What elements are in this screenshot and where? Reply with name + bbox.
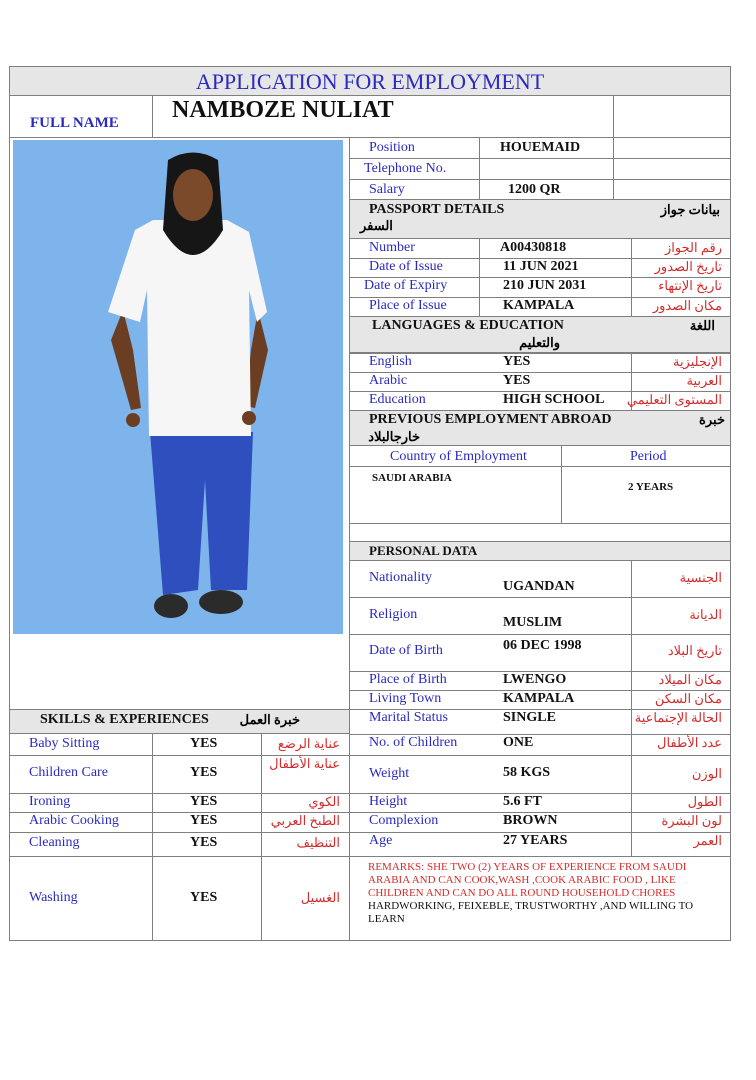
personal-row-label: Date of Birth: [369, 643, 443, 658]
passport-row-label: Place of Issue: [369, 298, 447, 313]
period-value: 2 YEARS: [628, 481, 674, 493]
previous-heading-ar-1: خبرة: [699, 412, 725, 427]
passport-row-label: Date of Issue: [369, 259, 443, 274]
languages-heading-ar-2: والتعليم: [519, 335, 560, 350]
skill-row-label: Children Care: [29, 765, 108, 780]
language-row-arabic: المستوى التعليمي: [626, 392, 722, 407]
skill-row-label: Arabic Cooking: [29, 813, 119, 828]
skill-row-label: Washing: [29, 889, 78, 905]
skill-row-arabic: الكوي: [308, 793, 340, 809]
language-row-arabic: العربية: [686, 373, 722, 388]
passport-heading-ar-1: بيانات جواز: [660, 202, 720, 217]
personal-row-arabic: الديانة: [689, 607, 722, 622]
row-divider: [349, 634, 731, 635]
languages-heading: LANGUAGES & EDUCATION: [372, 318, 564, 333]
col-divider: [479, 277, 480, 297]
personal-row-arabic: الوزن: [691, 766, 722, 781]
full-name-label: FULL NAME: [30, 115, 119, 131]
personal-heading: PERSONAL DATA: [369, 543, 478, 558]
passport-row-value: 210 JUN 2031: [503, 278, 587, 293]
applicant-photo: [13, 140, 343, 634]
passport-row-value: KAMPALA: [503, 298, 575, 313]
personal-row-arabic: العمر: [693, 833, 722, 848]
personal-row-label: Height: [369, 794, 408, 809]
personal-row-value: 27 YEARS: [503, 833, 568, 848]
skills-heading-ar: خبرة العمل: [239, 712, 300, 727]
previous-heading: PREVIOUS EMPLOYMENT ABROAD: [369, 412, 612, 427]
personal-row-label: Age: [369, 833, 393, 848]
skill-row-label: Cleaning: [29, 835, 80, 850]
language-row-value: YES: [503, 354, 531, 369]
language-row-value: HIGH SCHOOL: [503, 392, 605, 407]
row-divider: [349, 755, 731, 756]
personal-row-label: Complexion: [369, 813, 439, 828]
passport-heading: PASSPORT DETAILS: [369, 202, 505, 217]
passport-row-value: 11 JUN 2021: [503, 259, 579, 274]
personal-row-arabic: الطول: [687, 794, 722, 809]
language-row-label: English: [369, 354, 412, 369]
skill-row-label: Ironing: [29, 793, 71, 809]
full-name-value: NAMBOZE NULIAT: [172, 97, 394, 123]
row-divider: [349, 597, 731, 598]
row-divider: [9, 832, 350, 833]
passport-row-arabic: تاريخ الصدور: [654, 259, 722, 274]
personal-row-arabic: مكان الميلاد: [658, 672, 722, 687]
personal-row-arabic: الحالة الإجتماعية: [634, 710, 722, 725]
personal-row-value: UGANDAN: [503, 579, 575, 594]
row-divider: [9, 856, 350, 857]
skill-row-arabic: عناية الأطفال: [269, 756, 340, 771]
remarks-block: [368, 861, 718, 926]
passport-row-arabic: مكان الصدور: [652, 298, 722, 313]
languages-heading-ar-1: اللغة: [689, 318, 715, 333]
skill-row-value: YES: [190, 835, 218, 850]
personal-row-label: Weight: [369, 766, 410, 781]
skill-row-value: YES: [190, 813, 218, 828]
passport-row-arabic: رقم الجواز: [665, 240, 722, 255]
salary-value: 1200 QR: [508, 182, 561, 197]
personal-row-label: Living Town: [369, 691, 442, 706]
col-divider: [479, 239, 480, 258]
skill-row-value: YES: [190, 793, 218, 809]
personal-row-value: MUSLIM: [503, 615, 563, 630]
personal-row-label: Marital Status: [369, 710, 448, 725]
remarks-black-text: HARDWORKING, FEIXEBLE, TRUSTWORTHY ,AND WILLING TO LEARN: [368, 900, 694, 925]
personal-row-arabic: مكان السكن: [654, 691, 722, 706]
personal-row-arabic: لون البشرة: [661, 813, 722, 828]
personal-row-arabic: عدد الأطفال: [657, 735, 722, 750]
remarks-red-text: SHE TWO (2) YEARS OF EXPERIENCE FROM SAUDI ARABIA AND CAN COOK,WASH ,COOK ARABIC FOOD , LIKE CHILDREN AND CAN DO ALL ROUND HOUSEHOLD CHORES: [368, 861, 687, 899]
personal-row-arabic: تاريخ البلاد: [667, 643, 722, 658]
position-value: HOUEMAID: [500, 140, 581, 155]
personal-row-value: 06 DEC 1998: [503, 638, 582, 653]
personal-row-label: Religion: [369, 607, 418, 622]
previous-heading-ar-2: خارجالبلاد: [368, 429, 420, 444]
salary-label: Salary: [369, 182, 405, 197]
country-of-employment-label: Country of Employment: [390, 449, 527, 464]
person-figure-icon: [13, 140, 343, 634]
period-label: Period: [630, 449, 667, 464]
language-row-label: Arabic: [369, 373, 408, 388]
position-label: Position: [369, 140, 415, 155]
remarks-label: REMARKS:: [368, 861, 425, 873]
personal-row-label: Place of Birth: [369, 672, 447, 687]
passport-heading-ar-2: السفر: [360, 218, 393, 233]
passport-row-label: Number: [369, 240, 415, 255]
passport-row-arabic: تاريخ الإنتهاء: [658, 278, 722, 293]
language-row-arabic: الإنجليزية: [672, 354, 722, 369]
language-row-label: Education: [369, 392, 426, 407]
row-divider: [349, 856, 731, 857]
personal-row-label: No. of Children: [369, 735, 458, 750]
personal-row-label: Nationality: [369, 570, 432, 585]
passport-row-label: Date of Expiry: [364, 278, 448, 293]
col-divider: [479, 297, 480, 316]
col-divider: [479, 258, 480, 277]
personal-row-value: SINGLE: [503, 710, 556, 725]
skill-row-value: YES: [190, 735, 218, 751]
page-title: APPLICATION FOR EMPLOYMENT: [195, 69, 545, 94]
skills-heading: SKILLS & EXPERIENCES: [40, 712, 209, 727]
personal-row-value: LWENGO: [503, 672, 567, 687]
personal-row-value: 5.6 FT: [503, 794, 542, 809]
language-row-value: YES: [503, 373, 531, 388]
personal-row-arabic: الجنسية: [679, 570, 722, 585]
skill-row-label: Baby Sitting: [29, 735, 100, 751]
personal-row-value: ONE: [503, 735, 534, 750]
telephone-label: Telephone No.: [364, 161, 447, 176]
personal-row-value: KAMPALA: [503, 691, 575, 706]
skill-row-arabic: الغسيل: [300, 889, 340, 905]
passport-row-value: A00430818: [500, 240, 567, 255]
personal-row-value: BROWN: [503, 813, 558, 828]
personal-row-value: 58 KGS: [503, 765, 551, 780]
country-of-employment-value: SAUDI ARABIA: [372, 472, 452, 484]
skill-row-value: YES: [190, 765, 218, 780]
skill-row-arabic: الطبخ العربي: [270, 813, 340, 828]
skill-row-arabic: التنظيف: [296, 835, 340, 850]
skill-row-arabic: عناية الرضع: [277, 735, 340, 751]
skill-row-value: YES: [190, 889, 218, 905]
